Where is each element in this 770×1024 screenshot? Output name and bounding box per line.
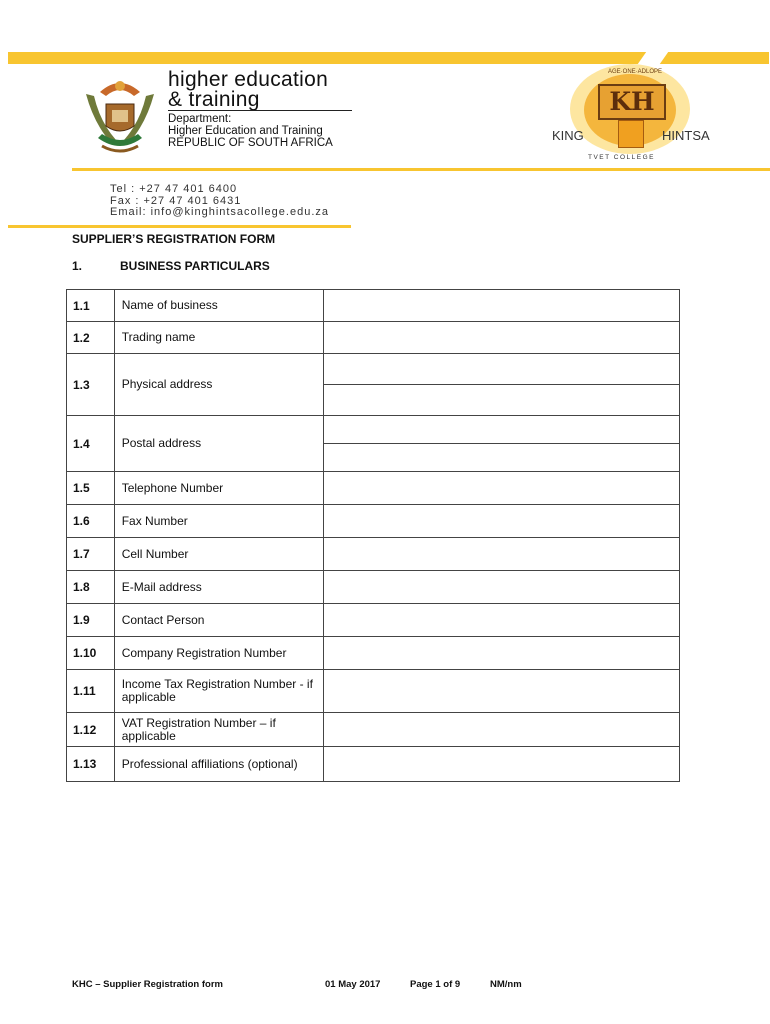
row-label: VAT Registration Number – if applicable [114, 713, 323, 747]
physical-address-line-1[interactable] [324, 354, 679, 384]
row-number: 1.1 [67, 290, 115, 322]
postal-address-lines [324, 416, 679, 471]
row-number: 1.9 [67, 604, 115, 637]
physical-address-line-2[interactable] [324, 384, 679, 415]
contact-email: Email: info@kinghintsacollege.edu.za [110, 206, 329, 218]
department-rule [168, 110, 352, 111]
department-title-line2: & training [168, 88, 260, 111]
row-label: Physical address [114, 354, 323, 416]
income-tax-number-field[interactable] [323, 670, 679, 713]
department-sub-line3: REPUBLIC OF SOUTH AFRICA [168, 137, 333, 149]
row-number: 1.2 [67, 322, 115, 354]
row-label: Trading name [114, 322, 323, 354]
table-row [67, 713, 680, 747]
footer-ref: NM/nm [490, 979, 522, 990]
table-row [67, 354, 680, 416]
row-label: Contact Person [114, 604, 323, 637]
table-row [67, 670, 680, 713]
header-divider-band [72, 168, 770, 171]
row-number: 1.8 [67, 571, 115, 604]
department-title [168, 70, 328, 110]
contact-divider-band [8, 225, 351, 228]
row-label: Telephone Number [114, 472, 323, 505]
business-particulars-table [66, 289, 680, 782]
row-number: 1.6 [67, 505, 115, 538]
vat-number-field[interactable] [323, 713, 679, 747]
row-number: 1.3 [67, 354, 115, 416]
contact-tel: Tel : +27 47 401 6400 [110, 183, 238, 195]
form-title: SUPPLIER’S REGISTRATION FORM [72, 232, 276, 246]
row-number: 1.12 [67, 713, 115, 747]
physical-address-lines [324, 354, 679, 415]
postal-address-line-1[interactable] [324, 416, 679, 443]
table-row [67, 538, 680, 571]
footer-page: Page 1 of 9 [410, 979, 461, 990]
row-label: Fax Number [114, 505, 323, 538]
row-label: Postal address [114, 416, 323, 472]
department-title-line1: higher education [168, 68, 329, 91]
fax-number-field[interactable] [323, 505, 679, 538]
college-logo-letters: KH [598, 84, 666, 120]
row-label: Cell Number [114, 538, 323, 571]
table-row [67, 637, 680, 670]
business-name-field[interactable] [323, 290, 679, 322]
section-number: 1. [72, 259, 83, 273]
trading-name-field[interactable] [323, 322, 679, 354]
row-label: Professional affiliations (optional) [114, 747, 323, 782]
physical-address-field[interactable] [323, 354, 679, 416]
postal-address-line-2[interactable] [324, 443, 679, 471]
row-label: Income Tax Registration Number - if applicable [114, 670, 323, 713]
row-number: 1.13 [67, 747, 115, 782]
table-row [67, 604, 680, 637]
contact-fax: Fax : +27 47 401 6431 [110, 194, 242, 207]
table-row [67, 505, 680, 538]
table-row [67, 472, 680, 505]
table-row [67, 416, 680, 472]
book-icon [618, 120, 644, 148]
contact-details [110, 184, 329, 219]
table-row [67, 747, 680, 782]
footer-date: 01 May 2017 [325, 979, 381, 990]
college-name-right: HINTSA [662, 128, 710, 143]
row-number: 1.11 [67, 670, 115, 713]
department-sub-line1: Department: [168, 113, 232, 125]
table-row [67, 322, 680, 354]
department-subtitle [168, 113, 333, 149]
row-number: 1.4 [67, 416, 115, 472]
contact-person-field[interactable] [323, 604, 679, 637]
row-label: Company Registration Number [114, 637, 323, 670]
company-registration-field[interactable] [323, 637, 679, 670]
section-title: BUSINESS PARTICULARS [120, 259, 270, 273]
college-logo [540, 62, 720, 167]
department-sub-line2: Higher Education and Training [168, 125, 323, 137]
coat-of-arms-icon [80, 74, 160, 156]
row-label: Name of business [114, 290, 323, 322]
row-number: 1.7 [67, 538, 115, 571]
table-row [67, 290, 680, 322]
professional-affiliations-field[interactable] [323, 747, 679, 782]
email-address-field[interactable] [323, 571, 679, 604]
cell-number-field[interactable] [323, 538, 679, 571]
row-number: 1.10 [67, 637, 115, 670]
college-tagline: TVET COLLEGE [588, 154, 656, 161]
telephone-number-field[interactable] [323, 472, 679, 505]
college-logo-arc-text: AGE·ONE·ADLOPE [608, 69, 663, 75]
college-name-left: KING [552, 128, 584, 143]
row-number: 1.5 [67, 472, 115, 505]
footer-doc-name: KHC – Supplier Registration form [72, 979, 223, 990]
postal-address-field[interactable] [323, 416, 679, 472]
table-row [67, 571, 680, 604]
row-label: E-Mail address [114, 571, 323, 604]
